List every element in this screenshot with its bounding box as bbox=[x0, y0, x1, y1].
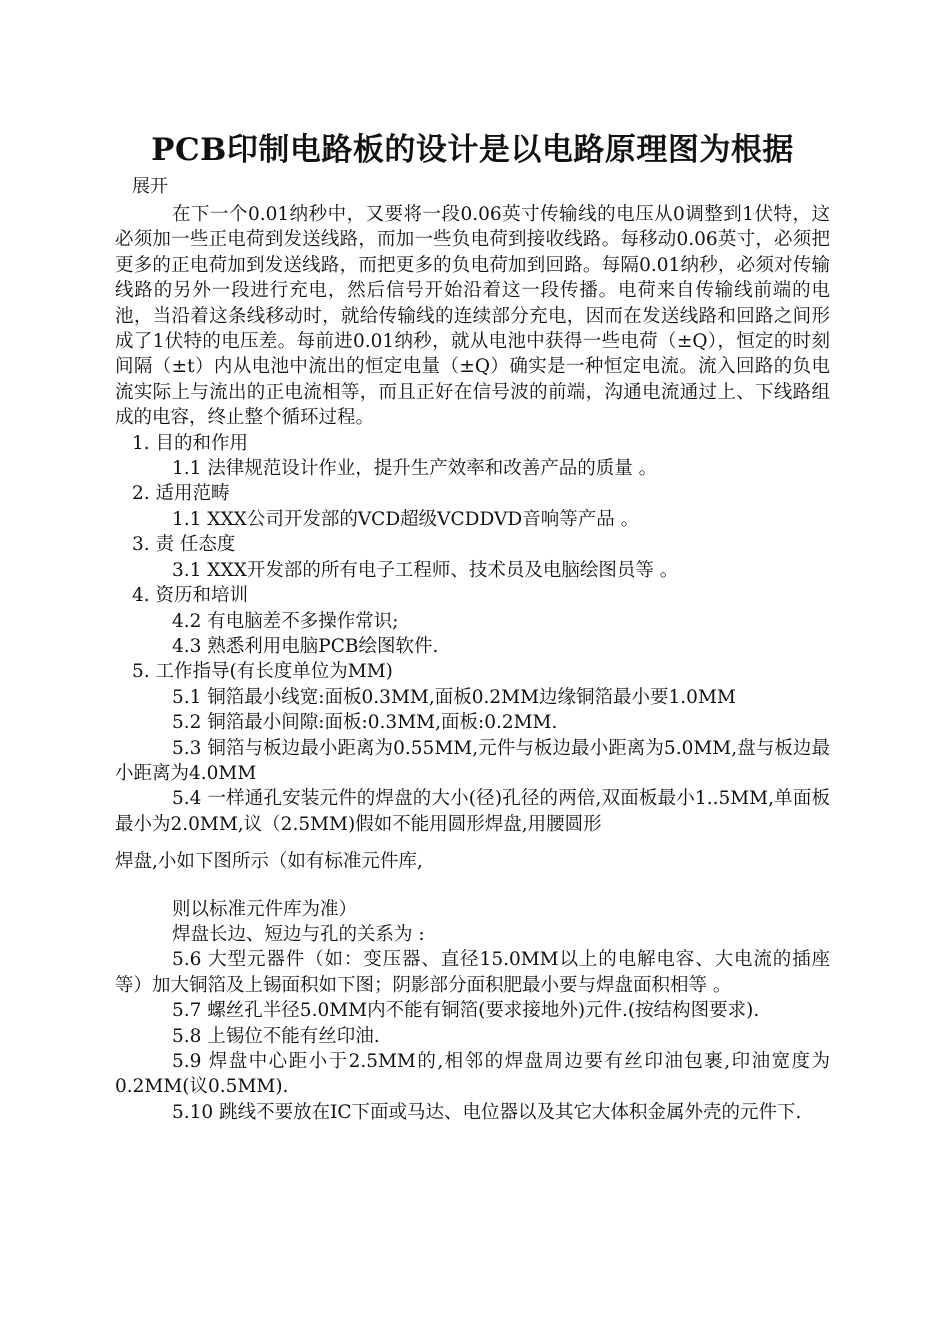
item-5-10: 5.10 跳线不要放在IC下面或马达、电位器以及其它大体积金属外壳的元件下. bbox=[172, 1101, 802, 1123]
item-5-8: 5.8 上锡位不能有丝印油. bbox=[172, 1025, 380, 1047]
intro-paragraph: 在下一个0.01纳秒中，又要将一段0.06英寸传输线的电压从0调整到1伏特，这必须加一些正电荷到发送线路，而加一些负电荷到接收线路。每移动0.06英寸，必须把更多的正电荷加到发送线路，而把更多的负电荷加到回路。每隔0.01纳秒，必须对传输线路的另外一段进行充电，然后信号开始沿着这一段传播。电荷来自传输线前端的电池，当沿着这条线移动时，就给传输线的连续部分充电，因而在发送线路和回路之间形成了1伏特的电压差。每前进0.01纳秒，就从电池中获得一些电荷（±Q），恒定的时刻间隔（±t）内从电池中流出的恒定电量（±Q）确实是一种恒定电流。流入回路的负电流实际上与流出的正电流相等，而且正好在信号波的前端，沟通电流通过上、下线路组成的电容，终止整个循环过程。 bbox=[115, 204, 830, 429]
document-title: PCB印制电路板的设计是以电路原理图为根据 bbox=[151, 132, 794, 168]
section-heading-1: 1. 目的和作用 bbox=[132, 432, 249, 454]
item-1-1: 1.1 法律规范设计作业，提升生产效率和改善产品的质量 。 bbox=[172, 458, 658, 480]
section-heading-2: 2. 适用范畴 bbox=[132, 483, 230, 505]
item-5-4-pad-relation: 焊盘长边、短边与孔的关系为 : bbox=[172, 923, 425, 945]
item-3-1: 3.1 XXX开发部的所有电子工程师、技术员及电脑绘图员等 。 bbox=[172, 559, 679, 581]
section-heading-5: 5. 工作指导(有长度单位为MM) bbox=[132, 661, 393, 683]
item-5-1: 5.1 铜箔最小线宽:面板0.3MM,面板0.2MM边缘铜箔最小要1.0MM bbox=[172, 686, 736, 708]
item-5-2: 5.2 铜箔最小间隙:面板:0.3MM,面板:0.2MM. bbox=[172, 712, 558, 734]
expand-label[interactable]: 展开 bbox=[132, 176, 168, 197]
item-5-3: 5.3 铜箔与板边最小距离为0.55MM,元件与板边最小距离为5.0MM,盘与板边最小距离为4.0MM bbox=[115, 737, 830, 784]
item-5-9: 5.9 焊盘中心距小于2.5MM的,相邻的焊盘周边要有丝印油包裹,印油宽度为0.2MM(议0.5MM). bbox=[115, 1051, 830, 1098]
item-5-4-continued: 焊盘,小如下图所示（如有标准元件库, bbox=[115, 851, 423, 873]
section-heading-3: 3. 责 任态度 bbox=[132, 534, 236, 556]
item-5-6: 5.6 大型元器件（如：变压器、直径15.0MM以上的电解电容、大电流的插座等）加大铜箔及上锡面积如下图；阴影部分面积肥最小要与焊盘面积相等 。 bbox=[115, 949, 830, 996]
item-5-4: 5.4 一样通孔安装元件的焊盘的大小(径)孔径的两倍,双面板最小1..5MM,单面板最小为2.0MM,议（2.5MM)假如不能用圆形焊盘,用腰圆形 bbox=[115, 788, 830, 835]
item-4-2: 4.2 有电脑差不多操作常识; bbox=[172, 610, 399, 632]
item-4-3: 4.3 熟悉利用电脑PCB绘图软件. bbox=[172, 635, 439, 657]
item-5-7: 5.7 螺丝孔半径5.0MM内不能有铜箔(要求接地外)元件.(按结构图要求). bbox=[172, 1000, 760, 1022]
section-heading-4: 4. 资历和培训 bbox=[132, 585, 249, 607]
document-page bbox=[115, 128, 830, 1125]
item-2-1: 1.1 XXX公司开发部的VCD超级VCDDVD音响等产品 。 bbox=[172, 508, 640, 530]
item-5-4-note: 则以标准元件库为准） bbox=[172, 898, 358, 920]
